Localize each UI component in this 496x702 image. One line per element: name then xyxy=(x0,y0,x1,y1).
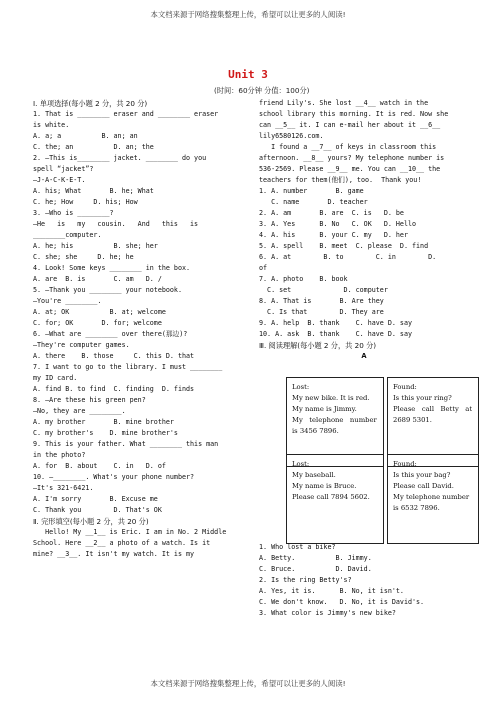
notice-line: My baseball. xyxy=(292,471,336,479)
text-line: is white. xyxy=(33,121,70,129)
exam-subtitle: (时间：60分钟 分值：100分) xyxy=(214,86,310,95)
text-line: C. he; How D. his; How xyxy=(33,198,138,206)
text-line: 2. —This is________ jacket. ________ do you xyxy=(33,154,207,162)
notice-line: Lost: xyxy=(292,460,310,468)
text-line: 9. This is your father. What ________ this man xyxy=(33,440,219,448)
text-line: —They're computer games. xyxy=(33,341,130,349)
notice-line: Please call 7894 5602. xyxy=(292,493,370,501)
text-line: 5. —Thank you ________ your notebook. xyxy=(33,286,182,294)
text-line: 10. —________. What's your phone number? xyxy=(33,473,195,481)
bottom-banner: 本文档来源于网络搜集整理上传，希望可以让更多的人阅读! xyxy=(150,679,346,688)
text-line: Hello! My __1__ is Eric. I am in No. 2 Middle xyxy=(33,528,227,536)
notice-line: is 3456 7896. xyxy=(292,427,339,435)
text-line: 5. A. spell B. meet C. please D. find xyxy=(259,242,429,250)
text-line: 6. A. at B. to C. in D. xyxy=(259,253,437,261)
text-line: 2. Is the ring Betty's? xyxy=(259,576,352,584)
text-line: 7. A. photo B. book xyxy=(259,275,348,283)
text-line: I found a __7__ of keys in classroom this xyxy=(259,143,437,151)
text-line: 10. A. ask B. thank C. have D. say xyxy=(259,330,412,338)
text-line: school library this morning. It is red. Now she xyxy=(259,110,449,118)
text-line: mine? __3__. It isn't my watch. It is my xyxy=(33,550,195,558)
text-line: C. We don't know. D. No, it is David's. xyxy=(259,598,425,606)
text-line: Ⅰ. 单项选择(每小题 2 分，共 20 分) xyxy=(33,99,148,108)
text-line: C. Is that D. They are xyxy=(259,308,384,316)
text-line: 9. A. help B. thank C. have D. say xyxy=(259,319,412,327)
text-line: A. find B. to find C. finding D. finds xyxy=(33,385,195,393)
text-line: friend Lily's. She lost __4__ watch in the xyxy=(259,99,429,107)
text-line: 3. —Who is ________? xyxy=(33,209,114,217)
text-line: 4. Look! Some keys ________ in the box. xyxy=(33,264,191,272)
notice-line: Found: xyxy=(393,460,417,468)
text-line: 536-2569. Please __9__ me. You can __10__ the xyxy=(259,165,441,173)
text-line: my ID card. xyxy=(33,374,78,382)
text-line: C. set D. computer xyxy=(259,286,388,294)
text-line: A. a; a B. an; an xyxy=(33,132,138,140)
text-line: A. Yes, it is. B. No, it isn't. xyxy=(259,587,404,595)
notice-line: My telephone number xyxy=(393,493,470,501)
text-line: ________computer. xyxy=(33,231,102,239)
left-column xyxy=(33,98,249,560)
text-line: in the photo? xyxy=(33,451,86,459)
reading-questions xyxy=(259,542,469,619)
right-column xyxy=(259,98,469,362)
text-line: afternoon. __8__ yours? My telephone number is xyxy=(259,154,445,162)
text-line: 1. That is ________ eraser and ________ eraser xyxy=(33,110,219,118)
text-line: A. he; his B. she; her xyxy=(33,242,158,250)
text-line: A. are B. is C. am D. / xyxy=(33,275,162,283)
text-line: C. name D. teacher xyxy=(259,198,368,206)
notice-line: My telephone number xyxy=(292,416,377,424)
text-line: C. for; OK D. for; welcome xyxy=(33,319,162,327)
text-line: A. at; OK B. at; welcome xyxy=(33,308,166,316)
notice-line: is 6532 7896. xyxy=(393,504,440,512)
text-line: 6. —What are ________ over there(那边)? xyxy=(33,330,188,338)
notice-line: My new bike. It is red. xyxy=(292,394,370,402)
text-line: of xyxy=(259,264,268,272)
notice-line: My name is Jimmy. xyxy=(292,405,357,413)
notice-line: Found: xyxy=(393,383,417,391)
text-line: —J-A-C-K-E-T. xyxy=(33,176,86,184)
notice-line: Is this your ring? xyxy=(393,394,452,402)
text-line: 3. A. Yes B. No C. OK D. Hello xyxy=(259,220,417,228)
text-line: 1. Who lost a bike? xyxy=(259,543,336,551)
text-line: can __5__ it. I can e-mail her about it __6__ xyxy=(259,121,441,129)
notice-found-bag xyxy=(387,454,479,544)
notice-lost-baseball xyxy=(286,454,384,544)
text-line: 7. I want to go to the library. I must ________ xyxy=(33,363,223,371)
text-line: Ⅲ. 阅读理解(每小题 2 分，共 20 分) xyxy=(259,341,377,350)
text-line: —No, they are ________. xyxy=(33,407,126,415)
text-line: Ⅱ. 完形填空(每小题 2 分，共 20 分) xyxy=(33,517,149,526)
text-line: C. Bruce. D. David. xyxy=(259,565,372,573)
text-line: A. there B. those C. this D. that xyxy=(33,352,195,360)
text-line: 2. A. am B. are C. is D. be xyxy=(259,209,404,217)
text-line: spell “jacket”? xyxy=(33,165,94,173)
notice-line: Please call Betty at xyxy=(393,405,473,413)
text-line: —You're ________. xyxy=(33,297,102,305)
text-line: 8. —Are these his green pen? xyxy=(33,396,146,404)
text-line: A. his; What B. he; What xyxy=(33,187,154,195)
text-line: 3. What color is Jimmy's new bike? xyxy=(259,609,396,617)
text-line: A xyxy=(361,352,367,360)
text-line: 4. A. his B. your C. my D. her xyxy=(259,231,408,239)
text-line: A. for B. about C. in D. of xyxy=(33,462,166,470)
unit-title: Unit 3 xyxy=(228,68,268,81)
text-line: 8. A. That is B. Are they xyxy=(259,297,384,305)
notice-line: Please call David. xyxy=(393,482,454,490)
text-line: teachers for them(他们), too. Thank you! xyxy=(259,176,422,184)
text-line: C. Thank you D. That's OK xyxy=(33,506,162,514)
text-line: A. I'm sorry B. Excuse me xyxy=(33,495,158,503)
top-banner: 本文档来源于网络搜集整理上传，希望可以让更多的人阅读! xyxy=(150,10,346,19)
text-line: School. Here __2__ a photo of a watch. Is it xyxy=(33,539,211,547)
notice-line: Is this your bag? xyxy=(393,471,451,479)
text-line: A. Betty. B. Jimmy. xyxy=(259,554,372,562)
text-line: —It's 321-6421. xyxy=(33,484,94,492)
text-line: C. my brother's D. mine brother's xyxy=(33,429,178,437)
notice-line: My name is Bruce. xyxy=(292,482,357,490)
text-line: —He is my cousin. And this is xyxy=(33,220,199,228)
text-line: 1. A. number B. game xyxy=(259,187,364,195)
text-line: C. the; an D. an; the xyxy=(33,143,154,151)
text-line: C. she; she D. he; he xyxy=(33,253,134,261)
notice-line: Lost: xyxy=(292,383,310,391)
notice-line: 2689 5301. xyxy=(393,416,432,424)
text-line: lily6580126.com. xyxy=(259,132,324,140)
text-line: A. my brother B. mine brother xyxy=(33,418,174,426)
